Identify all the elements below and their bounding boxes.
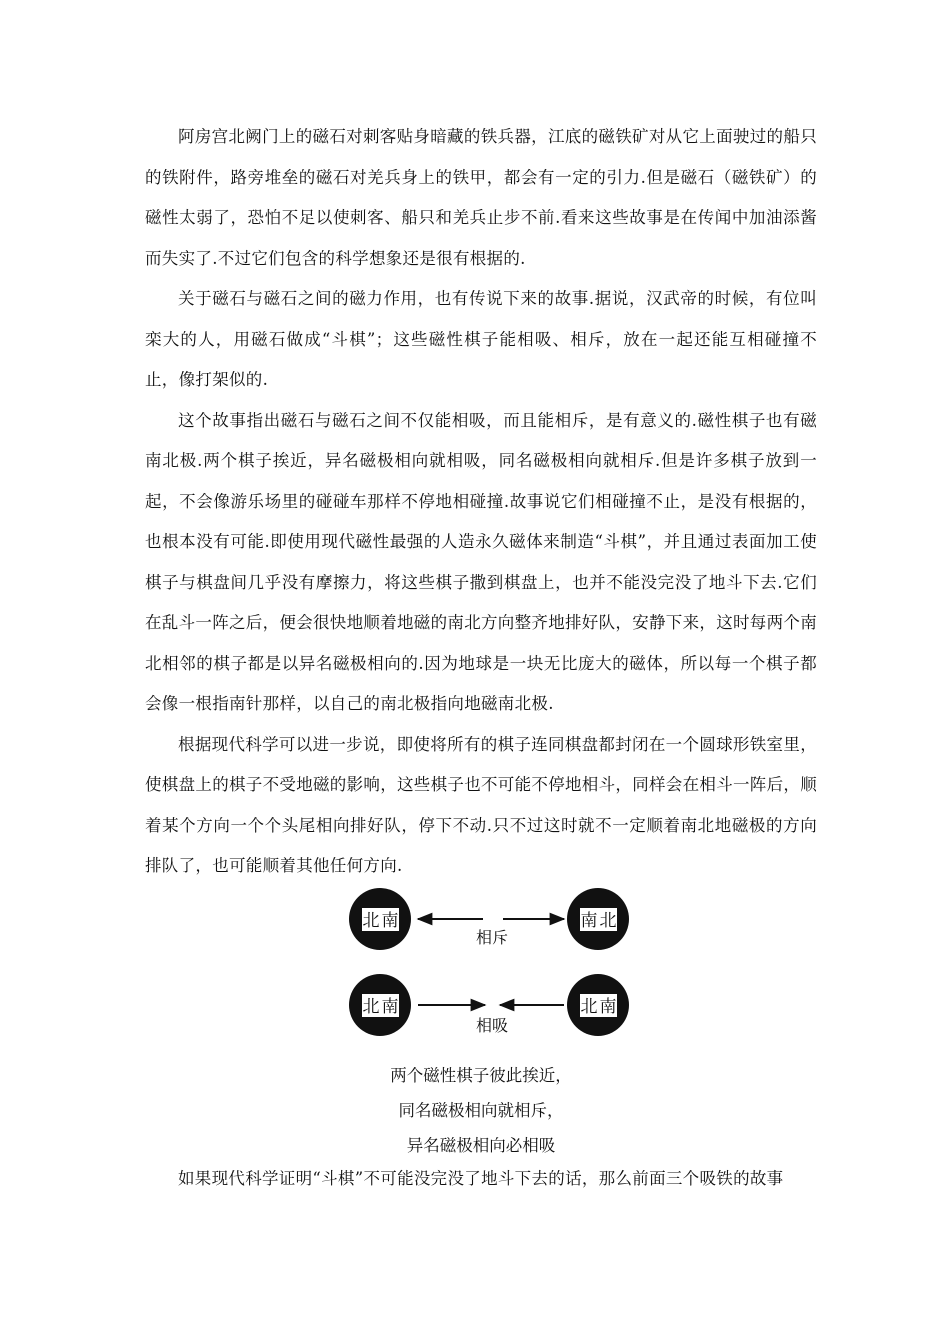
body-text-continued bbox=[145, 1159, 817, 1200]
paragraph-4: 根据现代科学可以进一步说，即使将所有的棋子连同棋盘都封闭在一个圆球形铁室里，使棋盘上的棋子不受地磁的影响，这些棋子也不可能不停地相斗，同样会在相斗一阵后，顺着某个方向一个个头尾相向排好队，停下不动.只不过这时就不一定顺着南北地磁极的方向排队了，也可能顺着其他任何方向. bbox=[145, 734, 817, 875]
paragraph-1: 阿房宫北阙门上的磁石对刺客贴身暗藏的铁兵器，江底的磁铁矿对从它上面驶过的船只的铁附件，路旁堆垒的磁石对羌兵身上的铁甲，都会有一定的引力.但是磁石（磁铁矿）的磁性太弱了，恐怕不足以使刺客、船只和羌兵止步不前.看来这些故事是在传闻中加油添酱而失实了.不过它们包含的科学想象还是很有根据的. bbox=[145, 127, 817, 268]
paragraph-3: 这个故事指出磁石与磁石之间不仅能相吸，而且能相斥，是有意义的.磁性棋子也有磁南北极.两个棋子挨近，异名磁极相向就相吸，同名磁极相向就相斥.但是许多棋子放到一起，不会像游乐场里的碰碰车那样不停地相碰撞.故事说它们相碰撞不止，是没有根据的，也根本没有可能.即使用现代磁性最强的人造永久磁体来制造“斗棋”，并且通过表面加工使棋子与棋盘间几乎没有摩擦力，将这些棋子撒到棋盘上，也并不能没完没了地斗下去.它们在乱斗一阵之后，便会很快地顺着地磁的南北方向整齐地排好队，安静下来，这时每两个南北相邻的棋子都是以异名磁极相向的.因为地球是一块无比庞大的磁体，所以每一个棋子都会像一根指南针那样，以自己的南北极指向地磁南北极. bbox=[145, 410, 817, 713]
left-piece-north-label: 北 bbox=[362, 911, 380, 931]
left-piece-south-label: 南 bbox=[381, 997, 399, 1017]
right-piece-north-label: 北 bbox=[599, 911, 617, 931]
paragraph-5: 如果现代科学证明“斗棋”不可能没完没了地斗下去的话，那么前面三个吸铁的故事 bbox=[178, 1169, 784, 1188]
left-magnet-piece-row2 bbox=[349, 974, 411, 1036]
left-piece-south-label: 南 bbox=[381, 911, 399, 931]
attract-label: 相吸 bbox=[475, 1016, 509, 1035]
caption-line-3: 异名磁极相向必相吸 bbox=[406, 1136, 556, 1155]
magnet-pieces-figure bbox=[348, 886, 638, 1046]
body-text bbox=[145, 117, 817, 887]
right-magnet-piece-row2 bbox=[567, 974, 629, 1036]
figure-caption bbox=[145, 1058, 817, 1163]
caption-line-1: 两个磁性棋子彼此挨近， bbox=[390, 1066, 572, 1085]
left-magnet-piece-row1 bbox=[349, 888, 411, 950]
caption-line-2: 同名磁极相向就相斥， bbox=[398, 1101, 564, 1120]
right-piece-north-label: 北 bbox=[580, 997, 598, 1017]
repel-label: 相斥 bbox=[475, 928, 509, 947]
right-piece-south-label: 南 bbox=[599, 997, 617, 1017]
left-piece-north-label: 北 bbox=[362, 997, 380, 1017]
right-piece-south-label: 南 bbox=[580, 911, 598, 931]
paragraph-2: 关于磁石与磁石之间的磁力作用，也有传说下来的故事.据说，汉武帝的时候，有位叫栾大的人，用磁石做成“斗棋”；这些磁性棋子能相吸、相斥，放在一起还能互相碰撞不止，像打架似的. bbox=[145, 289, 817, 389]
right-magnet-piece-row1 bbox=[567, 888, 629, 950]
